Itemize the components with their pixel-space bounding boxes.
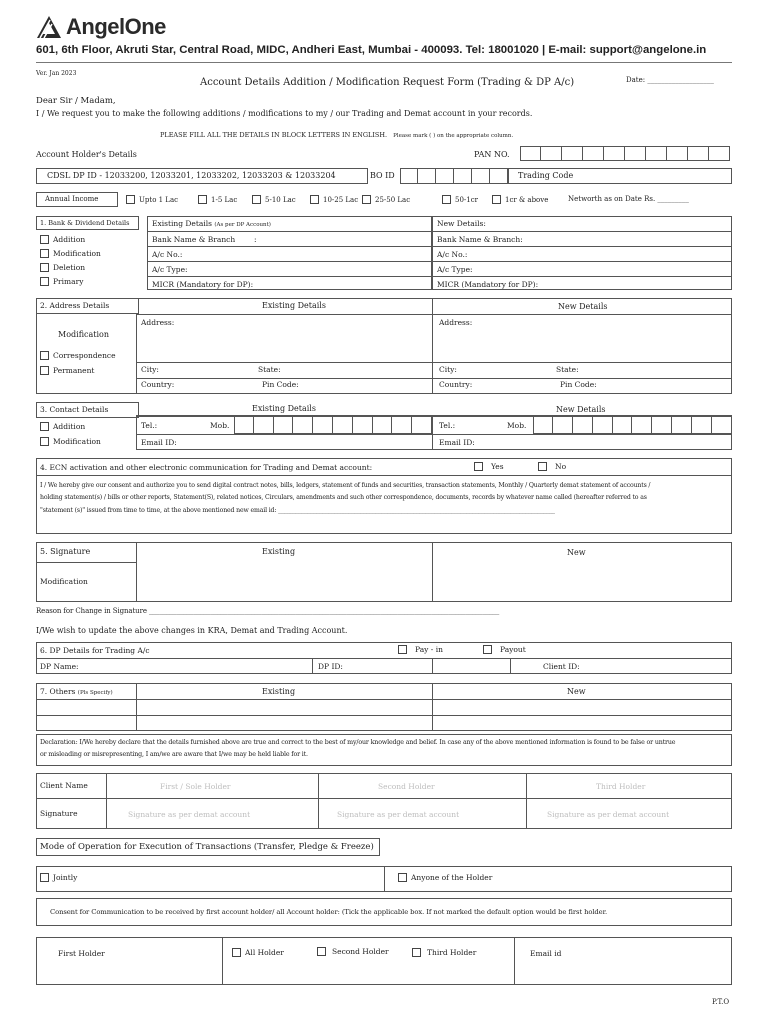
version-label: Ver. Jan 2023 — [36, 70, 77, 77]
brand-name: AngelOne — [66, 14, 166, 39]
dp-payout[interactable]: Payout — [483, 645, 526, 654]
contact-addition[interactable]: Addition — [40, 422, 85, 431]
bank-existing-header: Existing Details (As per DP Account) — [152, 219, 271, 228]
contact-new-tel[interactable]: Tel.: — [439, 421, 456, 430]
signature-modification-label: Modification — [40, 577, 88, 586]
income-25-50-lac[interactable]: 25-50 Lac — [362, 195, 410, 204]
contact-checkbox[interactable] — [40, 437, 49, 446]
first-holder-name[interactable]: First / Sole Holder — [160, 782, 231, 791]
consent-email-field[interactable]: Email id — [530, 949, 562, 958]
pan-label: PAN NO. — [474, 150, 510, 159]
address-existing-header: Existing Details — [262, 301, 326, 310]
income-checkbox[interactable] — [362, 195, 371, 204]
request-line: I / We request you to make the following additions / modifications to my / our Trading and Demat account in your records. — [36, 109, 533, 118]
dp-name-field[interactable]: DP Name: — [40, 662, 79, 671]
angelone-logo-icon — [36, 15, 62, 39]
bank-section-label: 1. Bank & Dividend Details — [40, 219, 130, 227]
form-title: Account Details Addition / Modification Request Form (Trading & DP A/c) — [200, 77, 575, 88]
address-existing-country[interactable]: Country: — [141, 380, 175, 389]
brand-logo — [36, 14, 166, 40]
consent-all-holder[interactable]: All Holder — [232, 948, 284, 957]
contact-new-header: New Details — [556, 405, 606, 414]
cdsl-label: CDSL DP ID - 12033200, 12033201, 12033202, 12033203 & 12033204 — [47, 171, 336, 180]
dp-checkbox[interactable] — [483, 645, 492, 654]
address-checkbox[interactable] — [40, 351, 49, 360]
third-holder-signature[interactable]: Signature as per demat account — [547, 810, 670, 819]
bank-new-actype[interactable]: A/c Type: — [437, 265, 473, 274]
second-holder-signature[interactable]: Signature as per demat account — [337, 810, 460, 819]
mode-checkbox[interactable] — [398, 873, 407, 882]
bank-checkbox[interactable] — [40, 249, 49, 258]
bank-primary[interactable]: Primary — [40, 277, 83, 286]
signature-reason-field[interactable]: Reason for Change in Signature _______________________________________________________________________________________________________ — [36, 607, 500, 615]
mode-checkbox[interactable] — [40, 873, 49, 882]
contact-modification[interactable]: Modification — [40, 437, 101, 446]
second-holder-name[interactable]: Second Holder — [378, 782, 435, 791]
income-checkbox[interactable] — [492, 195, 501, 204]
consent-options-box — [36, 937, 732, 985]
signature-label: Signature — [40, 809, 78, 818]
address-existing-city[interactable]: City: — [141, 365, 159, 374]
salutation: Dear Sir / Madam, — [36, 96, 116, 106]
address-new-header: New Details — [558, 302, 608, 311]
signature-new-header: New — [567, 548, 586, 557]
income-checkbox[interactable] — [252, 195, 261, 204]
contact-checkbox[interactable] — [40, 422, 49, 431]
client-name-label: Client Name — [40, 781, 88, 790]
block-letters-instruction — [160, 131, 513, 139]
consent-checkbox[interactable] — [232, 948, 241, 957]
contact-new-mob-label: Mob. — [507, 421, 527, 430]
bank-new-name[interactable]: Bank Name & Branch: — [437, 235, 523, 244]
bo-id-input[interactable] — [400, 168, 508, 184]
ecn-consent-line-2: holding statement(s) / bills or other reports, Statement(S), related notices, Circulars, amendments and such other correspondence, documents, records by whatever name called (hereafter referred to as — [40, 494, 647, 501]
kra-update-line: I/We wish to update the above changes in KRA, Demat and Trading Account. — [36, 626, 348, 635]
others-new-header: New — [567, 687, 586, 696]
bo-id-label: BO ID — [370, 171, 395, 180]
trading-code-label: Trading Code — [518, 171, 574, 180]
income-checkbox[interactable] — [198, 195, 207, 204]
pto-label: P.T.O — [712, 998, 730, 1006]
bank-addition[interactable]: Addition — [40, 235, 85, 244]
mode-title: Mode of Operation for Execution of Transactions (Transfer, Pledge & Freeze) — [40, 842, 374, 852]
consent-second-holder[interactable]: Second Holder — [317, 947, 389, 956]
ecn-consent-line-3[interactable]: "statement (s)" issued from time to time, at the above mentioned new email id: ______________________________________________________________________________________________ — [40, 507, 555, 514]
signature-existing-header: Existing — [262, 547, 296, 556]
bank-existing-actype[interactable]: A/c Type: — [152, 265, 188, 274]
income-10-25-lac[interactable]: 10-25 Lac — [310, 195, 358, 204]
bank-existing-micr[interactable]: MICR (Mandatory for DP): — [152, 280, 254, 289]
header-rule — [36, 62, 732, 63]
contact-existing-mob-input[interactable] — [234, 416, 432, 434]
income-upto-1-lac[interactable]: Upto 1 Lac — [126, 195, 178, 204]
bank-existing-name[interactable]: Bank Name & Branch — [152, 235, 236, 244]
address-correspondence[interactable]: Correspondence — [40, 351, 116, 360]
dp-id-field[interactable]: DP ID: — [318, 662, 343, 671]
ecn-checkbox[interactable] — [474, 462, 483, 471]
pan-input[interactable] — [520, 146, 730, 161]
income-1cr-above[interactable]: 1cr & above — [492, 195, 548, 204]
address-new-city[interactable]: City: — [439, 365, 457, 374]
contact-existing-tel[interactable]: Tel.: — [141, 421, 158, 430]
ecn-consent-line-1: I / We hereby give our consent and authorize you to send digital contract notes, bills, ledgers, statement of funds and securities, transaction statements, Monthly / Quarterly demat statement of accounts / — [40, 482, 651, 489]
ecn-no[interactable]: No — [538, 462, 566, 471]
instruction-text: PLEASE FILL ALL THE DETAILS IN BLOCK LETTERS IN ENGLISH. — [160, 131, 388, 139]
income-checkbox[interactable] — [310, 195, 319, 204]
date-field[interactable]: Date: ___________________ — [626, 76, 714, 84]
others-section-label: 7. Others (Pls Specify) — [40, 687, 113, 696]
client-id-field[interactable]: Client ID: — [543, 662, 580, 671]
address-existing-pin[interactable]: Pin Code: — [262, 380, 299, 389]
income-checkbox[interactable] — [126, 195, 135, 204]
contact-existing-header: Existing Details — [252, 404, 316, 413]
bank-checkbox[interactable] — [40, 235, 49, 244]
first-holder-signature[interactable]: Signature as per demat account — [128, 810, 251, 819]
others-existing-header: Existing — [262, 687, 296, 696]
bank-new-micr[interactable]: MICR (Mandatory for DP): — [437, 280, 539, 289]
consent-checkbox[interactable] — [317, 947, 326, 956]
bank-existing-acno[interactable]: A/c No.: — [152, 250, 183, 259]
bank-deletion[interactable]: Deletion — [40, 263, 85, 272]
signature-section-label: 5. Signature — [40, 547, 91, 556]
address-existing-state[interactable]: State: — [258, 365, 281, 374]
signature-table — [36, 542, 732, 602]
address-new-field[interactable]: Address: — [439, 318, 473, 327]
ecn-yes[interactable]: Yes — [474, 462, 504, 471]
contact-section-label: 3. Contact Details — [40, 405, 109, 414]
address-checkbox[interactable] — [40, 366, 49, 375]
bank-existing-name-colon: : — [254, 235, 257, 244]
address-new-state[interactable]: State: — [556, 365, 579, 374]
contact-new-email[interactable]: Email ID: — [439, 438, 475, 447]
others-table — [36, 683, 732, 731]
ecn-label: 4. ECN activation and other electronic communication for Trading and Demat account: — [40, 463, 373, 472]
address-existing-field[interactable]: Address: — [141, 318, 175, 327]
bank-modification[interactable]: Modification — [40, 249, 101, 258]
third-holder-name[interactable]: Third Holder — [596, 782, 646, 791]
income-50-1cr[interactable]: 50-1cr — [442, 195, 478, 204]
declaration-line-2: or misleading or misrepresenting, I am/we are aware that I/we may be held liable for it. — [40, 751, 308, 758]
consent-third-holder[interactable]: Third Holder — [412, 948, 476, 957]
address-modification-label: Modification — [58, 330, 110, 339]
income-1-5-lac[interactable]: 1-5 Lac — [198, 195, 237, 204]
ecn-checkbox[interactable] — [538, 462, 547, 471]
income-5-10-lac[interactable]: 5-10 Lac — [252, 195, 296, 204]
account-holder-label: Account Holder's Details — [36, 150, 137, 159]
contact-existing-email[interactable]: Email ID: — [141, 438, 177, 447]
networth-field[interactable]: Networth as on Date Rs. _________ — [568, 195, 689, 203]
contact-existing-mob-label: Mob. — [210, 421, 230, 430]
address-new-country[interactable]: Country: — [439, 380, 473, 389]
dp-payin[interactable]: Pay - in — [398, 645, 443, 654]
bank-checkbox[interactable] — [40, 277, 49, 286]
dp-section-label: 6. DP Details for Trading A/c — [40, 646, 150, 655]
mode-anyone[interactable]: Anyone of the Holder — [398, 873, 492, 882]
contact-new-mob-input[interactable] — [533, 416, 732, 434]
consent-first-holder: First Holder — [58, 949, 105, 958]
annual-income-label: Annual Income — [45, 195, 99, 203]
address-new-pin[interactable]: Pin Code: — [560, 380, 597, 389]
consent-text: Consent for Communication to be received by first account holder/ all Account holder: (Tick the applicable box. If not marked the default option would be first holder. — [50, 908, 608, 916]
instruction-small: Please mark ( ) on the appropriate column. — [393, 133, 514, 139]
mode-jointly[interactable]: Jointly — [40, 873, 77, 882]
address-line: 601, 6th Floor, Akruti Star, Central Road, MIDC, Andheri East, Mumbai - 400093. Tel: 18001020 | E-mail: support@angelone.in — [36, 44, 707, 56]
bank-new-header: New Details: — [437, 219, 486, 228]
consent-checkbox[interactable] — [412, 948, 421, 957]
income-checkbox[interactable] — [442, 195, 451, 204]
bank-checkbox[interactable] — [40, 263, 49, 272]
address-permanent[interactable]: Permanent — [40, 366, 94, 375]
declaration-line-1: Declaration: I/We hereby declare that the details furnished above are true and correct to the best of my/our knowledge and belief. In case any of the above mentioned information is found to be false or untrue — [40, 739, 676, 746]
address-section-label: 2. Address Details — [40, 301, 110, 310]
dp-checkbox[interactable] — [398, 645, 407, 654]
bank-new-acno[interactable]: A/c No.: — [437, 250, 468, 259]
